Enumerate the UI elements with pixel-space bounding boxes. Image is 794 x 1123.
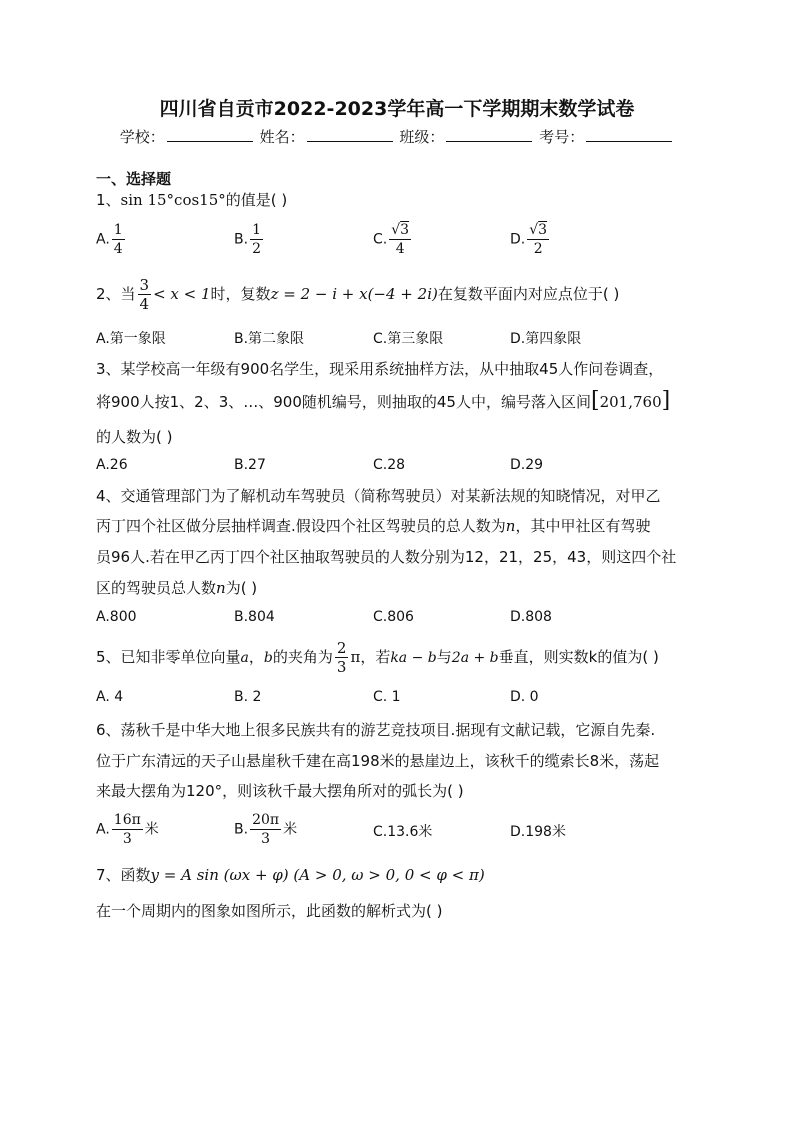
question-6-line-3: 来最大摆角为120°，则该秋千最大摆角所对的弧长为( )	[96, 782, 464, 800]
q5-vector-expr-2: 2a + b	[451, 650, 499, 666]
q2-expression: z = 2 − i + x(−4 + 2i)	[270, 285, 438, 303]
q1-options	[96, 221, 696, 265]
q2-options	[96, 328, 696, 348]
school-label: 学校：	[119, 128, 165, 146]
q1-option-d-fraction: $\frac{√3}{2}$	[529, 222, 548, 257]
q6-option-a-fraction: $\frac{16\pi}{3}$	[113, 812, 141, 847]
exam-number-label: 考号：	[539, 128, 585, 146]
q1-option-b-fraction: $\frac{1}{2}$	[252, 222, 261, 257]
name-label: 姓名：	[259, 128, 305, 146]
q5-option-d[interactable]: D. 0	[510, 689, 539, 705]
question-2: 2、当 $\frac{3}{4}$ < x < 1时，复数z = 2 − i + x(−4 + 2i)在复数平面内对应点位于( )	[96, 276, 620, 313]
q4-option-b[interactable]: B.804	[234, 609, 275, 625]
question-4-line-3: 员96人.若在甲乙丙丁四个社区抽取驾驶员的人数分别为12，21，25，43，则这四个社	[96, 548, 677, 566]
q6-options	[96, 811, 696, 855]
question-1	[96, 189, 287, 211]
q1-option-a[interactable]: A. $\frac{1}{4}$	[96, 222, 123, 257]
school-blank[interactable]	[167, 129, 253, 142]
class-label: 班级：	[399, 128, 445, 146]
q4-option-a[interactable]: A.800	[96, 609, 137, 625]
question-6-line-1: 6、荡秋千是中华大地上很多民族共有的游艺竞技项目.据现有文献记载，它源自先秦.	[96, 721, 656, 739]
q5-option-b[interactable]: B. 2	[234, 689, 262, 705]
q6-option-c[interactable]: C.13.6米	[373, 824, 433, 840]
q5-options	[96, 689, 696, 709]
q5-fraction: $\frac{2}{3}$	[336, 639, 347, 676]
q1-text: 的值是( )	[225, 191, 288, 209]
q3-options	[96, 457, 696, 477]
question-7-line-2: 在一个周期内的图象如图所示，此函数的解析式为( )	[96, 902, 443, 920]
q4-options	[96, 609, 696, 629]
q5-option-a[interactable]: A. 4	[96, 689, 124, 705]
q2-option-d[interactable]: D.第四象限	[510, 331, 582, 347]
question-7-line-1: 7、函数y = A sin (ωx + φ) (A > 0, ω > 0, 0 < φ < π)	[96, 866, 485, 884]
q4-option-d[interactable]: D.808	[510, 609, 552, 625]
q2-fraction: $\frac{3}{4}$	[139, 276, 150, 313]
q6-option-d[interactable]: D.198米	[510, 824, 566, 840]
student-info-line	[0, 126, 794, 147]
q6-option-a[interactable]: A. $\frac{16\pi}{3}$ 米	[96, 812, 159, 847]
question-4-line-1: 4、交通管理部门为了解机动车驾驶员（简称驾驶员）对某新法规的知晓情况，对甲乙	[96, 487, 661, 505]
exam-title: 四川省自贡市2022-2023学年高一下学期期末数学试卷	[159, 98, 635, 120]
question-3-line-2: 将900人按1、2、3、…、900随机编号，则抽取的45人中，编号落入区间[201,760]	[96, 388, 671, 413]
q3-option-d[interactable]: D.29	[510, 457, 544, 473]
section-title: 一、选择题	[96, 170, 172, 188]
q2-option-a[interactable]: A.第一象限	[96, 331, 166, 347]
q1-option-c-fraction: $\frac{√3}{4}$	[391, 222, 410, 257]
q3-option-c[interactable]: C.28	[373, 457, 406, 473]
question-5: 5、已知非零单位向量a，b的夹角为 $\frac{2}{3}$ π，若ka − b与2a + b垂直，则实数k的值为( )	[96, 639, 659, 676]
question-6-line-2: 位于广东清远的天子山悬崖秋千建在高198米的悬崖边上，该秋千的缆索长8米，荡起	[96, 752, 660, 770]
question-4-line-2: 丙丁四个社区做分层抽样调查.假设四个社区驾驶员的总人数为n，其中甲社区有驾驶	[96, 517, 651, 535]
q3-option-a[interactable]: A.26	[96, 457, 128, 473]
question-3-line-3: 的人数为( )	[96, 428, 173, 446]
q6-option-b-fraction: $\frac{20\pi}{3}$	[252, 812, 280, 847]
question-4-line-4: 区的驾驶员总人数n为( )	[96, 579, 258, 597]
q7-expression: y = A sin (ωx + φ) (A > 0, ω > 0, 0 < φ < π)	[150, 866, 485, 884]
q2-option-b[interactable]: B.第二象限	[234, 331, 305, 347]
class-blank[interactable]	[446, 129, 532, 142]
q1-option-d[interactable]: D. $\frac{√3}{2}$	[510, 222, 548, 257]
name-blank[interactable]	[307, 129, 393, 142]
q6-option-b[interactable]: B. $\frac{20\pi}{3}$ 米	[234, 812, 298, 847]
q4-option-c[interactable]: C.806	[373, 609, 414, 625]
q2-option-c[interactable]: C.第三象限	[373, 331, 444, 347]
q1-expression: sin 15°cos15°	[120, 191, 226, 209]
q1-option-b[interactable]: B. $\frac{1}{2}$	[234, 222, 261, 257]
exam-number-blank[interactable]	[586, 129, 672, 142]
q1-option-c[interactable]: C. $\frac{√3}{4}$	[373, 222, 410, 257]
q3-option-b[interactable]: B.27	[234, 457, 266, 473]
q1-option-a-fraction: $\frac{1}{4}$	[113, 222, 123, 257]
question-3-line-1: 3、某学校高一年级有900名学生，现采用系统抽样方法，从中抽取45人作问卷调查，	[96, 360, 664, 378]
q5-option-c[interactable]: C. 1	[373, 689, 401, 705]
q5-vector-expr-1: ka − b	[390, 650, 437, 666]
q3-interval: 201,760	[599, 393, 662, 411]
q1-number: 1、	[96, 191, 121, 209]
